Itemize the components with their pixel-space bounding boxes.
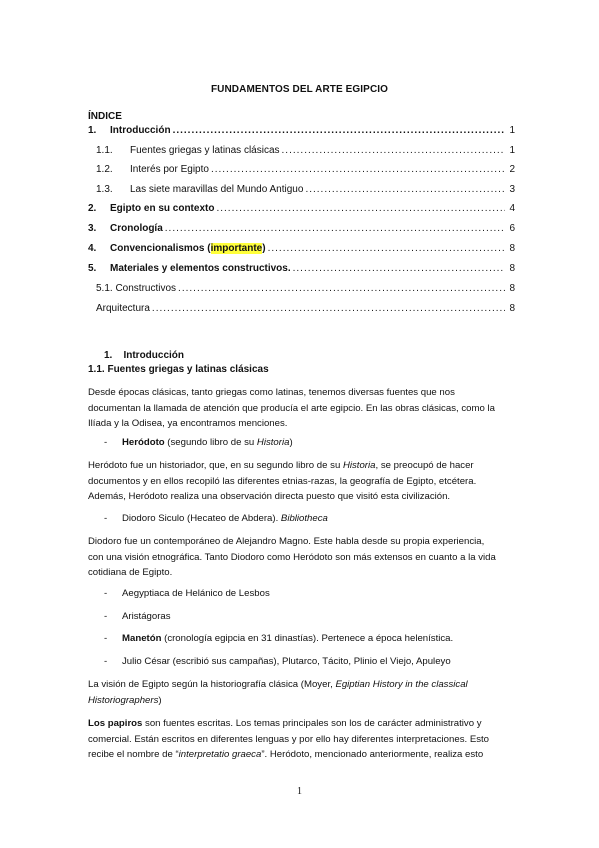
toc-page-number: 8 (509, 283, 515, 294)
toc-leader (293, 263, 505, 274)
toc-entry-label: Egipto en su contexto (110, 203, 215, 214)
toc-page-number: 8 (509, 263, 515, 274)
bullet-maneton: - Manetón (cronología egipcia en 31 dinastías). Pertenece a época helenística. (104, 633, 454, 644)
toc-entry-materiales[interactable]: 5. Materiales y elementos constructivos. ..... 8 (88, 263, 515, 277)
toc-leader (211, 164, 505, 175)
paragraph-herodoto: Heródoto fue un historiador, que, en su segundo libro de su Historia, se preocupó de hacer documentos y en ellos recopiló las diferentes etnias-razas, la geografía de Egipto, etcétera. Además, Heródoto realiza una observación directa puesto que visitó esta civilización. (88, 460, 477, 502)
document-title: FUNDAMENTOS DEL ARTE EGIPCIO (210, 84, 389, 95)
toc-entry-label: Arquitectura (96, 303, 150, 314)
toc-leader (305, 184, 505, 195)
bullet-aristagoras: - Aristágoras (104, 611, 171, 622)
paragraph-intro: Desde épocas clásicas, tanto griegas como latinas, tenemos diversas fuentes que nos documentan la llamada de atención que producía el arte egipcio. En las obras clásicas, como la Ilíada y la Odisea, ya encontramos menciones. (88, 387, 495, 429)
toc-leader (152, 303, 505, 314)
toc-heading: ÍNDICE (88, 111, 122, 122)
toc-entry-introduccion[interactable]: 1. Introducción ..... 1 (88, 125, 515, 139)
toc-entry-label: Fuentes griegas y latinas clásicas (130, 145, 280, 156)
toc-page-number: 3 (509, 184, 515, 195)
toc-entry-label: Las siete maravillas del Mundo Antiguo (130, 184, 304, 195)
toc-page-number: 6 (509, 223, 515, 234)
toc-entry-label: Materiales y elementos constructivos. (110, 263, 291, 274)
toc-entry-label: Cronología (110, 223, 163, 234)
toc-leader (173, 125, 505, 136)
page-number: 1 (297, 786, 302, 797)
paragraph-moyer: La visión de Egipto según la historiografía clásica (Moyer, Egiptian History in the classical Historiographers) (88, 679, 468, 706)
toc-page-number: 1 (509, 125, 515, 136)
toc-entry-fuentes[interactable]: 1.1. Fuentes griegas y latinas clásicas ..... 1 (96, 145, 515, 159)
toc-entry-cronologia[interactable]: 3. Cronología ..... 6 (88, 223, 515, 237)
toc-page-number: 8 (509, 243, 515, 254)
toc-entry-interes[interactable]: 1.2. Interés por Egipto ..... 2 (96, 164, 515, 178)
toc-entry-maravillas[interactable]: 1.3. Las siete maravillas del Mundo Antiguo ..... 3 (96, 184, 515, 198)
toc-leader (268, 243, 505, 254)
paragraph-diodoro: Diodoro fue un contemporáneo de Alejandro Magno. Este habla desde su propia experiencia, con una visión etnográfica. Tanto Diodoro como Heródoto son más extensos en cuanto a la vida cotidiana de Egipto. (88, 536, 496, 578)
highlight-important: importante (210, 243, 263, 254)
toc-entry-label: 5.1. Constructivos (96, 283, 177, 294)
toc-page-number: 4 (509, 203, 515, 214)
toc-entry-label: Introducción (110, 125, 171, 136)
bullet-herodoto: - Heródoto (segundo libro de su Historia) (104, 437, 293, 448)
section-heading-1: 1. Introducción (104, 350, 185, 361)
bullet-julio-cesar: - Julio César (escribió sus campañas), Plutarco, Tácito, Plinio el Viejo, Apuleyo (104, 656, 451, 667)
toc-entry-arquitectura[interactable] (96, 303, 515, 317)
toc-entry-label: Convencionalismos ( (110, 243, 211, 254)
paragraph-papiros: Los papiros son fuentes escritas. Los temas principales son los de carácter administrativo y comercial. Están escritos en diferentes lenguas y por ello hay diferentes interpretaciones. Esto recibe el nombre de “interpretatio graeca”. Heródoto, mencionado anteriormente, realiza esto (88, 718, 490, 760)
toc-page-number: 2 (509, 164, 515, 175)
toc-page-number: 1 (509, 145, 515, 156)
toc-leader (165, 223, 505, 234)
toc-leader (216, 203, 505, 214)
section-heading-1-1: 1.1. Fuentes griegas y latinas clásicas (88, 364, 269, 375)
bullet-aegyptiaca: - Aegyptiaca de Helánico de Lesbos (104, 588, 270, 599)
toc-entry-convencionalismos[interactable]: 4. Convencionalismos ( importante ) ..... 8 (88, 243, 515, 257)
toc-entry-label: Interés por Egipto (130, 164, 209, 175)
toc-entry-contexto[interactable]: 2. Egipto en su contexto ..... 4 (88, 203, 515, 217)
toc-leader (178, 283, 505, 294)
toc-page-number: 8 (509, 303, 515, 314)
bullet-diodoro: - Diodoro Siculo (Hecateo de Abdera). Bibliotheca (104, 513, 328, 524)
toc-entry-constructivos[interactable] (96, 283, 515, 297)
toc-leader (282, 145, 505, 156)
